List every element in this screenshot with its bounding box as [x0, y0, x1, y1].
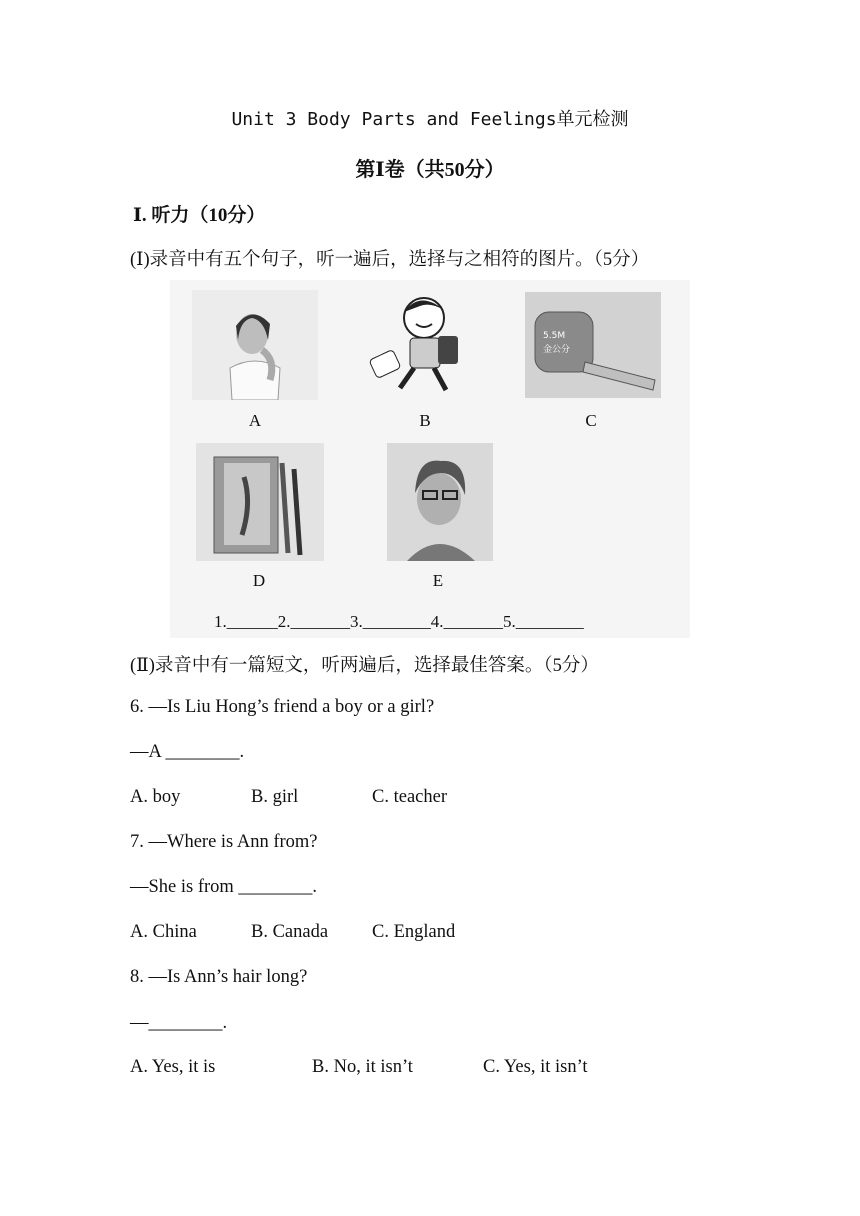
options-7 [130, 922, 730, 946]
answer-line-6: —A ________. [130, 742, 245, 762]
question-6: 6. —Is Liu Hong’s friend a boy or a girl? [130, 697, 435, 717]
option-8c: C. Yes, it isn’t [483, 1057, 588, 1077]
option-8a: A. Yes, it is [130, 1057, 216, 1077]
listening-instruction-1: (Ⅰ)录音中有五个句子，听一遍后，选择与之相符的图片。（5分） [130, 250, 650, 270]
answer-line-7: —She is from ________. [130, 877, 318, 897]
listening-instruction-2: (Ⅱ)录音中有一篇短文，听两遍后，选择最佳答案。（5分） [130, 656, 599, 676]
option-6c: C. teacher [372, 787, 447, 807]
option-7c: C. England [372, 922, 456, 942]
option-7b: B. Canada [251, 922, 329, 942]
option-6b: B. girl [251, 787, 299, 807]
woman-with-headache-photo [192, 290, 318, 400]
question-7: 7. —Where is Ann from? [130, 832, 318, 852]
picture-label-e: E [432, 571, 444, 590]
pictures-panel [170, 280, 690, 638]
cartoon-boy-walking-icon [360, 290, 478, 400]
section-heading: Ⅰ. 听力（10分） [133, 205, 266, 226]
tape-brand-text: 5.5M [543, 331, 566, 341]
answer-line-8: —________. [130, 1013, 228, 1033]
part-heading: 第Ⅰ卷（共50分） [355, 159, 505, 181]
options-8 [130, 1057, 730, 1081]
picture-label-b: B [419, 411, 431, 430]
option-7a: A. China [130, 922, 197, 942]
options-6 [130, 787, 730, 811]
option-6a: A. boy [130, 787, 181, 807]
pencils-and-notebook-photo [196, 443, 324, 561]
answer-blanks: 1.______2._______3.________4._______5.________ [214, 612, 584, 631]
tape-brand-subtext: 金公分 [543, 345, 571, 355]
option-8b: B. No, it isn’t [312, 1057, 413, 1077]
picture-label-a: A [248, 411, 262, 430]
document-title: Unit 3 Body Parts and Feelings单元检测 [231, 109, 629, 130]
woman-portrait-photo [387, 443, 493, 561]
tape-measure-photo [525, 292, 661, 398]
question-8: 8. —Is Ann’s hair long? [130, 967, 308, 987]
picture-label-d: D [252, 571, 266, 590]
picture-label-c: C [585, 411, 597, 430]
